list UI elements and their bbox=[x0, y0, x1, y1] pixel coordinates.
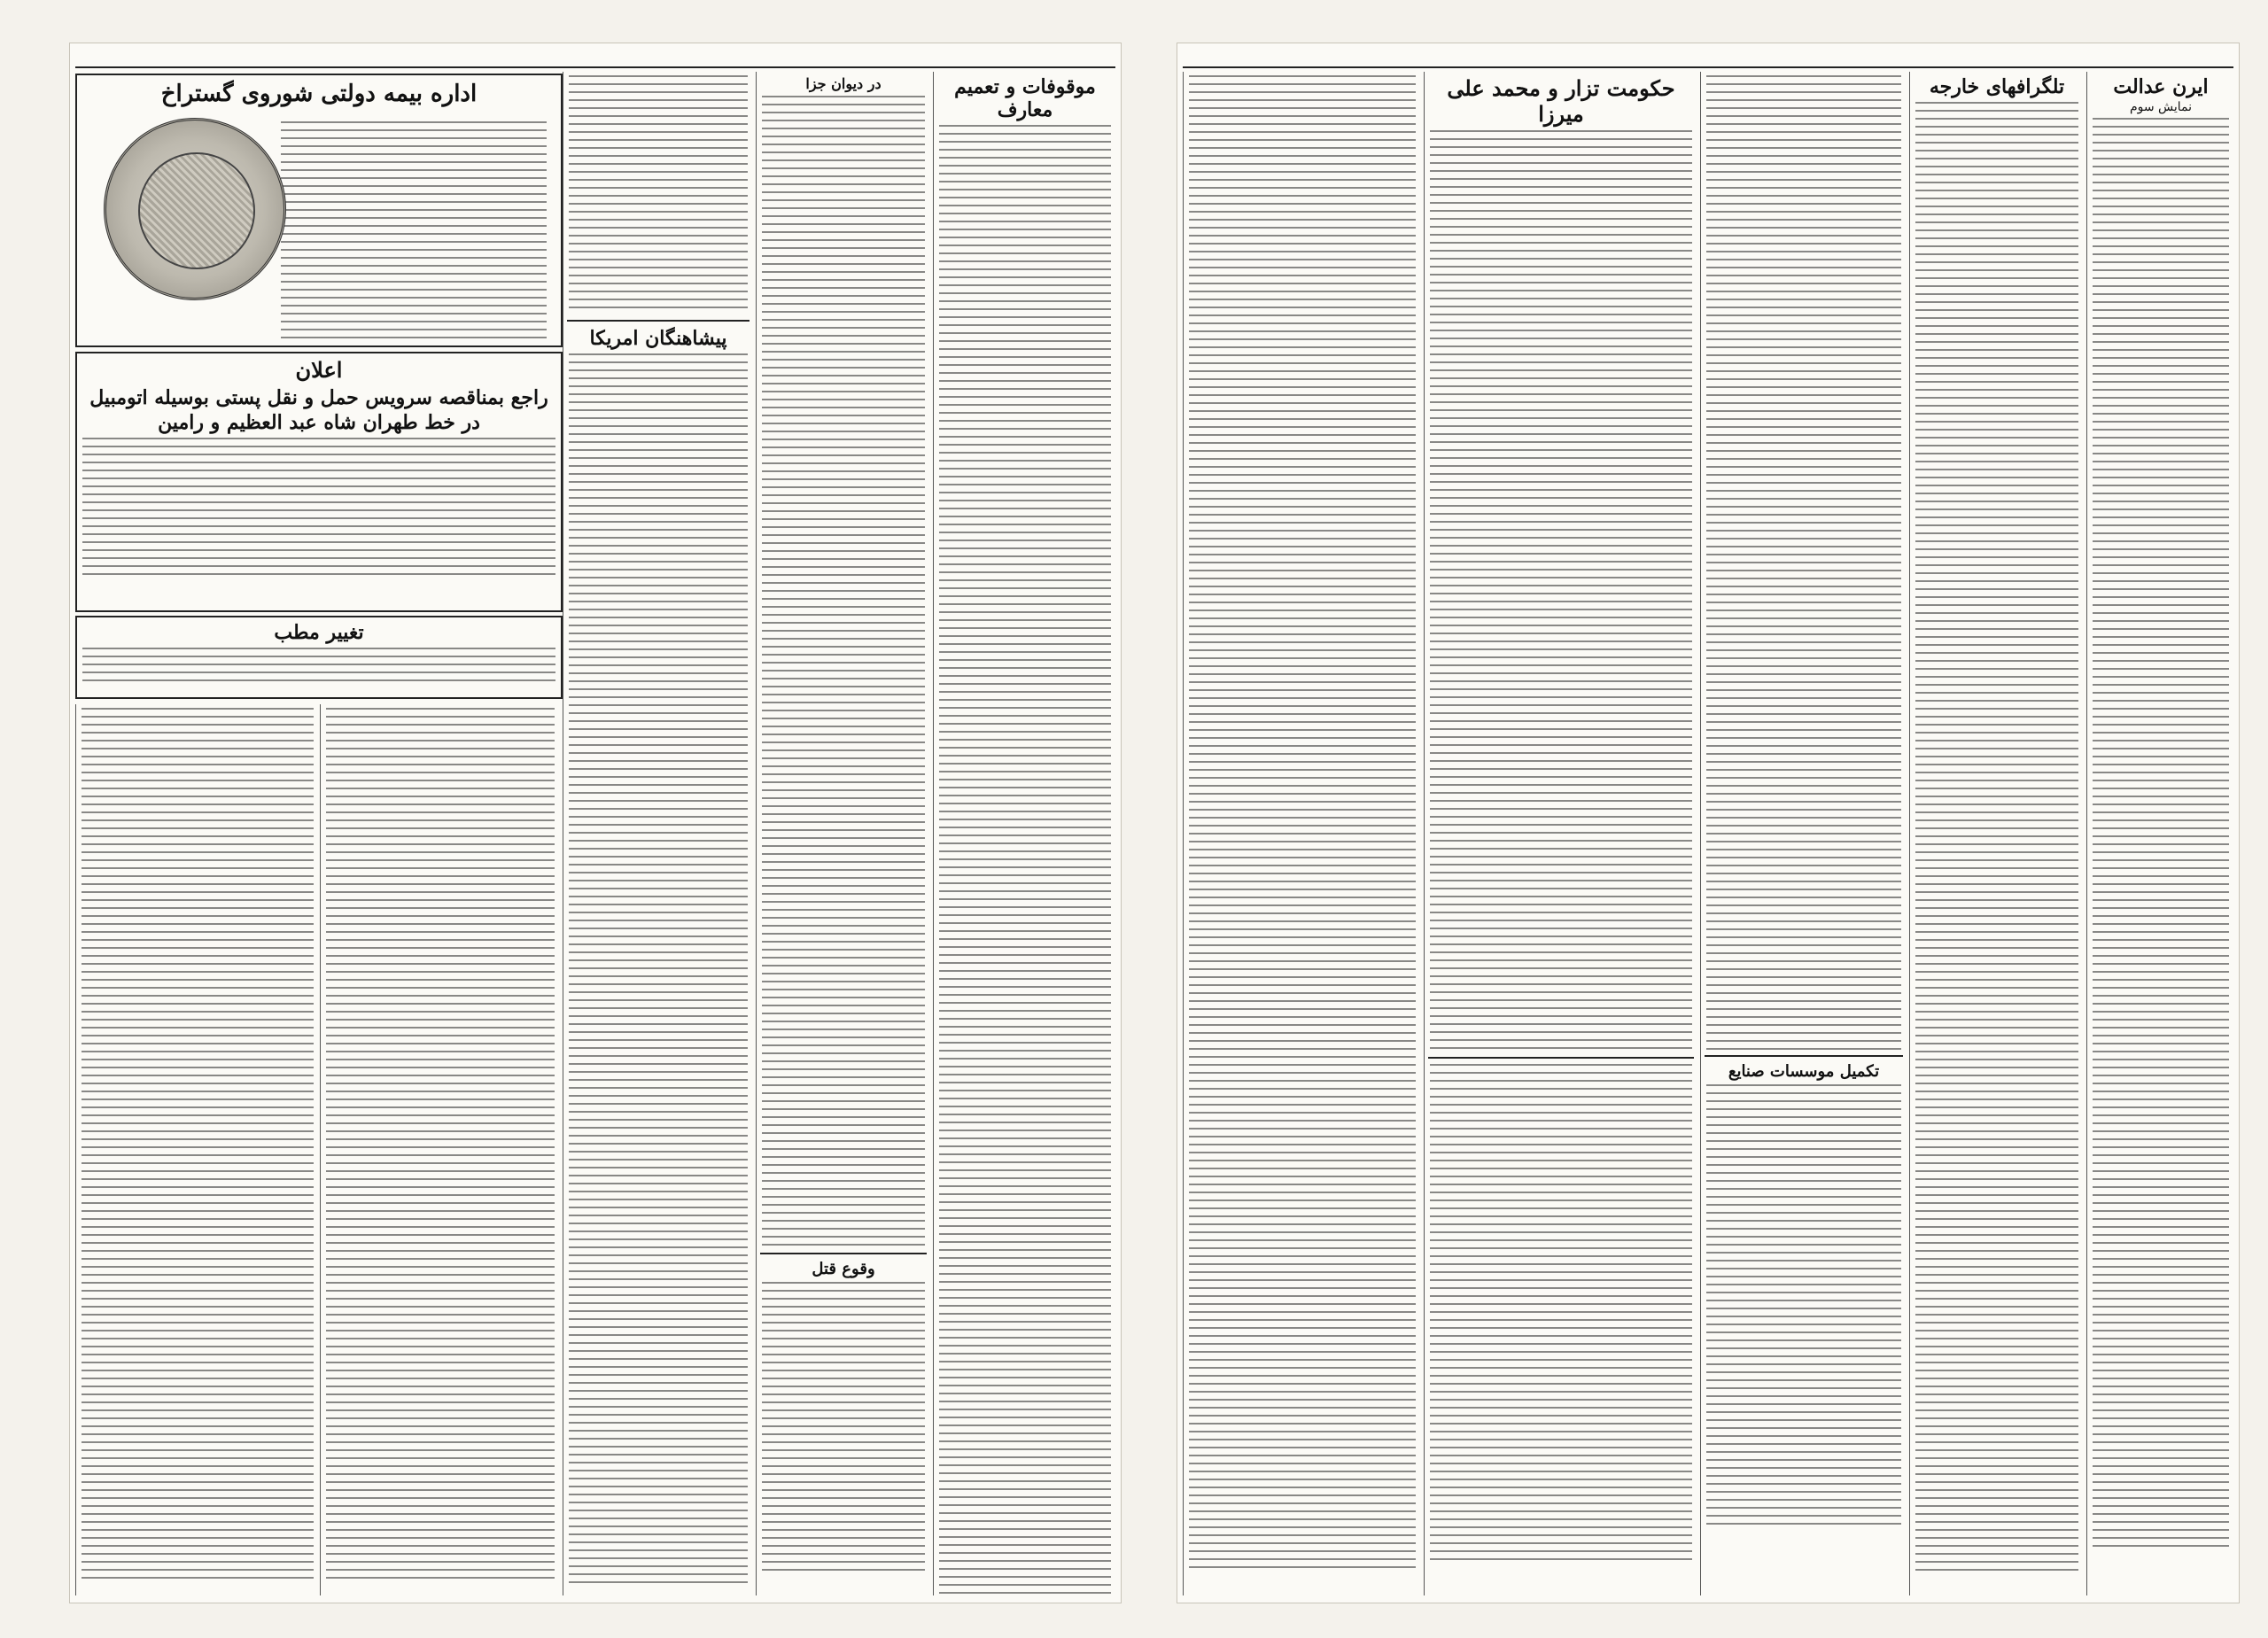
justice-column bbox=[2086, 72, 2234, 1595]
insurance-ad-box bbox=[75, 74, 563, 347]
right-page-header bbox=[1183, 50, 2233, 68]
auction-notice bbox=[75, 352, 563, 612]
telegrams-title: تلگرافهای خارجه bbox=[1929, 75, 2065, 98]
change-office-notice bbox=[75, 616, 563, 699]
insurance-text-lines bbox=[281, 121, 547, 338]
seal-emblem bbox=[138, 152, 255, 269]
theft-title: وقوع قتل bbox=[812, 1260, 875, 1278]
insurance-seal-logo bbox=[104, 118, 286, 300]
left-bottom-col-1 bbox=[75, 704, 319, 1595]
auction-text-lines bbox=[82, 438, 555, 579]
auction-label: اعلان bbox=[295, 357, 343, 383]
right-page bbox=[1177, 43, 2240, 1603]
misc-column bbox=[756, 72, 930, 1595]
telegrams-column bbox=[1909, 72, 2084, 1595]
justice-sub: نمایش سوم bbox=[2129, 100, 2193, 114]
auction-heading-1: راجع بمناقصه سرویس حمل و نقل پستی بوسیله اتومبیل bbox=[89, 386, 548, 409]
misc-title: در دیوان جزا bbox=[805, 75, 882, 92]
auction-heading-2: در خط طهران شاه عبد العظیم و رامین bbox=[158, 411, 480, 434]
tsar-title: حکومت تزار و محمد علی میرزا bbox=[1447, 75, 1675, 127]
right-col-1 bbox=[1183, 72, 1421, 1595]
insurance-title: اداره بیمه دولتی شوروی گستراخ bbox=[160, 81, 478, 107]
justice-title: ایرن عدالت bbox=[2113, 75, 2209, 98]
america-column bbox=[563, 72, 753, 1595]
change-office-title: تغییر مطب bbox=[274, 621, 364, 644]
america-title: پیشاهنگان امریکا bbox=[589, 327, 727, 350]
left-bottom-col-2 bbox=[320, 704, 560, 1595]
news-title: موقوفات و تعمیم معارف bbox=[954, 75, 1096, 121]
industry-title: تکمیل موسسات صنایع bbox=[1728, 1062, 1880, 1081]
middle-column bbox=[1700, 72, 1907, 1595]
tsar-column bbox=[1424, 72, 1697, 1595]
news-column bbox=[933, 72, 1116, 1595]
left-page bbox=[69, 43, 1122, 1603]
left-page-header bbox=[75, 50, 1115, 68]
change-office-lines bbox=[82, 648, 555, 687]
